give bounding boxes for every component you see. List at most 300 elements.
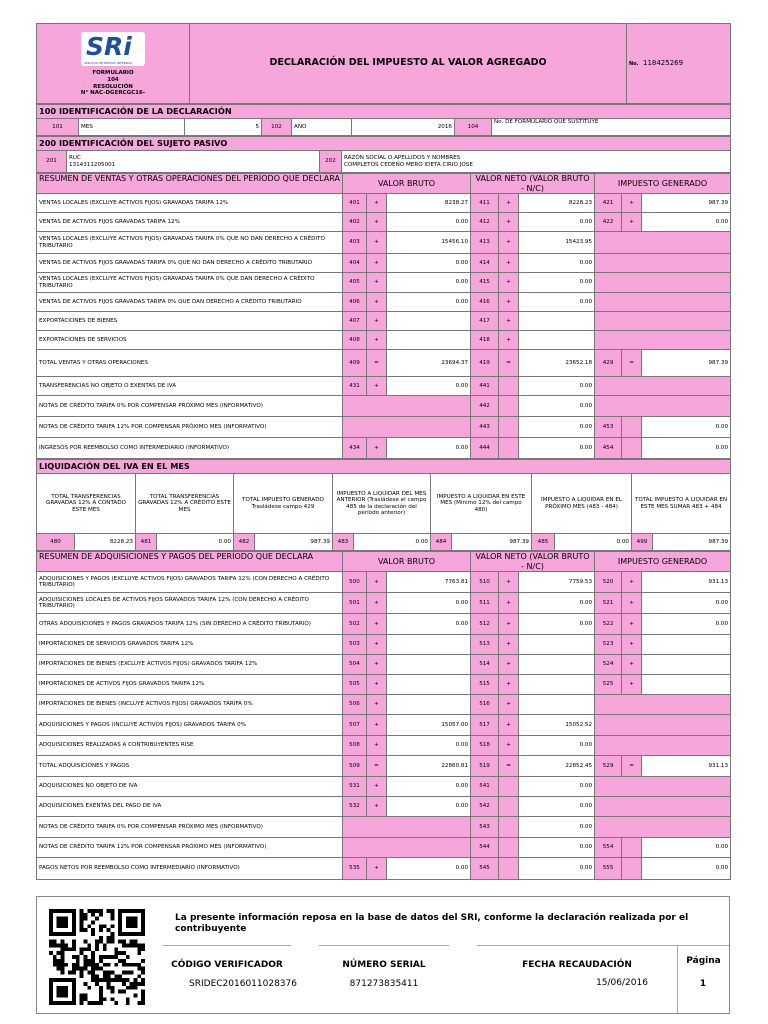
field-value: 0.00: [519, 817, 595, 838]
field-sign: [499, 396, 519, 417]
liq-header-480: TOTAL TRANSFERENCIAS GRAVADAS 12% A CONTADO ESTE MES: [37, 474, 136, 534]
field-code: 507: [343, 715, 367, 736]
field-value: 0.00: [387, 254, 471, 273]
field-sign: [622, 858, 642, 880]
empty-cell: [595, 293, 731, 312]
field-sign: +: [499, 331, 519, 350]
field-value: 8238.27: [387, 194, 471, 213]
table-row: [37, 777, 731, 797]
table-row: [37, 675, 731, 695]
row-label: ADQUISICIONES REALIZADAS A CONTRIBUYENTES RISE: [37, 736, 343, 756]
row-label: VENTAS LOCALES (EXCLUYE ACTIVOS FIJOS) GRAVADAS TARIFA 0% QUE NO DAN DERECHO A CRÉDITO TRIBUTARIO: [37, 232, 343, 254]
table-row: [37, 838, 731, 858]
field-code: 544: [471, 838, 499, 858]
field-value: [642, 675, 731, 695]
field-value: 931.13: [642, 756, 731, 777]
field-code: 510: [471, 572, 499, 593]
field-sign: +: [367, 331, 387, 350]
field-value: [519, 655, 595, 675]
field-code: 415: [471, 273, 499, 293]
ruc-value: 1314311205001: [69, 161, 116, 168]
code-104: 104: [455, 119, 492, 136]
field-value: 0.00: [519, 273, 595, 293]
field-sign: [499, 838, 519, 858]
field-value: 0.00: [519, 377, 595, 396]
field-value: 0.00: [519, 736, 595, 756]
row-label: IMPORTACIONES DE SERVICIOS GRAVADOS TARIFA 12%: [37, 635, 343, 655]
field-code: 525: [595, 675, 622, 695]
empty-cell: [343, 396, 471, 417]
field-code: 501: [343, 593, 367, 614]
row-label: EXPORTACIONES DE SERVICIOS: [37, 331, 343, 350]
liq-value: 987.39: [255, 534, 333, 551]
field-sign: [499, 777, 519, 797]
field-sign: +: [499, 312, 519, 331]
field-sign: +: [499, 254, 519, 273]
table-row: [37, 232, 731, 254]
field-value: 22860.81: [387, 756, 471, 777]
row-label: ADQUISICIONES Y PAGOS (EXCLUYE ACTIVOS FIJOS) GRAVADOS TARIFA 12% (CON DERECHO A CRÉDITO TRIBUTARIO): [37, 572, 343, 593]
row-label: NOTAS DE CRÉDITO TARIFA 0% POR COMPENSAR PRÓXIMO MES (INFORMATIVO): [37, 396, 343, 417]
field-code: 442: [471, 396, 499, 417]
field-sign: =: [367, 350, 387, 377]
field-value: [387, 695, 471, 715]
field-sign: +: [367, 377, 387, 396]
field-code: 405: [343, 273, 367, 293]
row-label: ADQUISICIONES EXENTAS DEL PAGO DE IVA: [37, 797, 343, 817]
liquidation-table: [36, 459, 731, 551]
header-codigo: CÓDIGO VERIFICADOR: [163, 945, 291, 983]
field-value: 0.00: [387, 293, 471, 312]
empty-cell: [595, 396, 731, 417]
header-fecha: FECHA RECAUDACIÓN: [477, 945, 677, 983]
field-code: 513: [471, 635, 499, 655]
liq-value: 0.00: [555, 534, 632, 551]
field-value: 987.39: [642, 194, 731, 213]
field-value: 23694.37: [387, 350, 471, 377]
field-sign: +: [367, 797, 387, 817]
field-sign: [499, 817, 519, 838]
field-value: [387, 312, 471, 331]
field-value: 0.00: [642, 858, 731, 880]
logo-cell: [37, 24, 190, 104]
field-code: 524: [595, 655, 622, 675]
field-code: 443: [471, 417, 499, 438]
liq-header-499: TOTAL IMPUESTO A LIQUIDAR EN ESTE MES SUMAR 483 + 484: [632, 474, 731, 534]
row-label: ADQUISICIONES LOCALES DE ACTIVOS FIJOS GRAVADOS TARIFA 12% (CON DERECHO A CRÉDITO TRIBUTARIO): [37, 593, 343, 614]
field-sign: +: [367, 695, 387, 715]
purchases-header-neto: VALOR NETO (VALOR BRUTO - N/C): [471, 552, 595, 572]
field-sign: +: [367, 213, 387, 232]
field-sign: +: [622, 572, 642, 593]
row-label: INGRESOS POR REEMBOLSO COMO INTERMEDIARIO (INFORMATIVO): [37, 438, 343, 459]
liq-value: 8228.23: [75, 534, 136, 551]
empty-cell: [343, 838, 471, 858]
table-row: [37, 858, 731, 880]
field-value: 15057.00: [387, 715, 471, 736]
row-label: IMPORTACIONES DE ACTIVOS FIJOS GRAVADOS TARIFA 12%: [37, 675, 343, 695]
table-row: [37, 396, 731, 417]
field-sign: =: [622, 350, 642, 377]
field-code: 429: [595, 350, 622, 377]
field-code: 518: [471, 736, 499, 756]
section-200-title: 200 IDENTIFICACIÓN DEL SUJETO PASIVO: [37, 137, 731, 151]
field-value: 0.00: [387, 797, 471, 817]
field-sign: +: [367, 715, 387, 736]
field-code: 521: [595, 593, 622, 614]
field-code: 408: [343, 331, 367, 350]
field-sign: +: [367, 572, 387, 593]
field-sign: =: [622, 756, 642, 777]
row-label: NOTAS DE CRÉDITO TARIFA 0% POR COMPENSAR PRÓXIMO MES (INFORMATIVO): [37, 817, 343, 838]
field-sign: [499, 417, 519, 438]
form-header: [36, 23, 731, 104]
field-sign: +: [622, 655, 642, 675]
field-sign: =: [499, 350, 519, 377]
field-value: 0.00: [387, 213, 471, 232]
purchases-header-impuesto: IMPUESTO GENERADO: [595, 552, 731, 572]
field-value: 0.00: [387, 777, 471, 797]
section-100-title: 100 IDENTIFICACIÓN DE LA DECLARACIÓN: [37, 105, 731, 119]
purchases-title: RESUMEN DE ADQUISICIONES Y PAGOS DEL PERÍODO QUE DECLARA: [37, 552, 343, 572]
header-pagina: Página: [677, 945, 729, 1013]
field-sign: [499, 797, 519, 817]
field-sign: [499, 377, 519, 396]
row-label: VENTAS LOCALES (EXCLUYE ACTIVOS FIJOS) GRAVADAS TARIFA 0% QUE DAN DERECHO A CRÉDITO TRIBUTARIO: [37, 273, 343, 293]
field-sign: +: [622, 194, 642, 213]
field-value: 0.00: [387, 614, 471, 635]
field-value: 987.39: [642, 350, 731, 377]
empty-cell: [595, 736, 731, 756]
table-row: [37, 350, 731, 377]
sales-header-bruto: VALOR BRUTO: [343, 174, 471, 194]
field-code: 508: [343, 736, 367, 756]
purchases-table: [36, 551, 731, 880]
sales-header-neto: VALOR NETO (VALOR BRUTO - N/C): [471, 174, 595, 194]
liq-header-483: IMPUESTO A LIQUIDAR DEL MES ANTERIOR (Trasládese el campo 485 de la declaración del período anterior): [333, 474, 431, 534]
header-serial: NÚMERO SERIAL: [319, 945, 449, 983]
table-row: [37, 655, 731, 675]
liq-header-482: TOTAL IMPUESTO GENERADO Trasládese campo 429: [234, 474, 333, 534]
empty-cell: [595, 777, 731, 797]
field-sign: +: [499, 293, 519, 312]
code-202: 202: [320, 151, 342, 173]
serial-value: 871273835411: [349, 979, 419, 989]
field-code: 413: [471, 232, 499, 254]
field-value: 0.00: [519, 213, 595, 232]
field-code: 417: [471, 312, 499, 331]
form-number-label: FORMULARIO: [92, 70, 134, 77]
declaration-number: No. 118425269: [627, 24, 731, 104]
field-code: 444: [471, 438, 499, 459]
empty-cell: [595, 797, 731, 817]
empty-cell: [595, 232, 731, 254]
field-sign: +: [367, 635, 387, 655]
row-label: VENTAS DE ACTIVOS FIJOS GRAVADAS TARIFA 0% QUE DAN DERECHO A CRÉDITO TRIBUTARIO: [37, 293, 343, 312]
field-sign: +: [367, 593, 387, 614]
field-sign: +: [367, 293, 387, 312]
liq-code: 499: [632, 534, 653, 551]
row-label: TOTAL ADQUISICIONES Y PAGOS: [37, 756, 343, 777]
field-sign: +: [499, 715, 519, 736]
field-code: 512: [471, 614, 499, 635]
field-code: 411: [471, 194, 499, 213]
liq-code: 483: [333, 534, 354, 551]
field-code: 401: [343, 194, 367, 213]
field-code: 407: [343, 312, 367, 331]
table-row: [37, 593, 731, 614]
field-value: [519, 695, 595, 715]
field-value: [387, 635, 471, 655]
field-value: 0.00: [519, 417, 595, 438]
year-label: AÑO: [292, 119, 352, 136]
field-code: 523: [595, 635, 622, 655]
row-label: IMPORTACIONES DE BIENES (EXCLUYE ACTIVOS FIJOS) GRAVADOS TARIFA 12%: [37, 655, 343, 675]
liq-value: 987.39: [653, 534, 731, 551]
field-value: 0.00: [519, 593, 595, 614]
table-row: [37, 635, 731, 655]
field-code: 422: [595, 213, 622, 232]
section-100: [36, 104, 731, 136]
field-sign: +: [499, 655, 519, 675]
fecha-value: 15/06/2016: [596, 978, 648, 989]
substitute-form-label: No. DE FORMULARIO QUE SUSTITUYE: [492, 119, 731, 136]
field-value: 15052.52: [519, 715, 595, 736]
field-sign: +: [367, 232, 387, 254]
field-sign: +: [622, 213, 642, 232]
field-value: [387, 331, 471, 350]
table-row: [37, 331, 731, 350]
field-value: 0.00: [519, 438, 595, 459]
field-value: 23652.18: [519, 350, 595, 377]
field-sign: =: [367, 756, 387, 777]
field-value: 0.00: [642, 614, 731, 635]
field-code: 441: [471, 377, 499, 396]
field-code: 543: [471, 817, 499, 838]
form-number: 104: [107, 76, 119, 83]
field-sign: +: [367, 858, 387, 880]
field-value: 0.00: [519, 293, 595, 312]
field-value: 0.00: [519, 797, 595, 817]
field-value: 0.00: [387, 377, 471, 396]
field-value: [387, 675, 471, 695]
field-code: 409: [343, 350, 367, 377]
field-code: 514: [471, 655, 499, 675]
field-value: 0.00: [642, 213, 731, 232]
table-row: [37, 756, 731, 777]
ruc-cell: RUC 1314311205001: [67, 151, 320, 173]
field-sign: +: [367, 194, 387, 213]
field-code: 419: [471, 350, 499, 377]
field-sign: [622, 438, 642, 459]
field-value: 8228.23: [519, 194, 595, 213]
table-row: [37, 715, 731, 736]
field-code: 517: [471, 715, 499, 736]
field-code: 414: [471, 254, 499, 273]
field-code: 431: [343, 377, 367, 396]
field-sign: +: [499, 695, 519, 715]
field-value: 0.00: [387, 593, 471, 614]
table-row: [37, 572, 731, 593]
purchases-header-bruto: VALOR BRUTO: [343, 552, 471, 572]
field-value: [519, 331, 595, 350]
field-code: 502: [343, 614, 367, 635]
field-sign: +: [367, 736, 387, 756]
code-201: 201: [37, 151, 67, 173]
field-code: 421: [595, 194, 622, 213]
field-code: 509: [343, 756, 367, 777]
field-sign: [499, 438, 519, 459]
field-code: 532: [343, 797, 367, 817]
row-label: TRANSFERENCIAS NO OBJETO O EXENTAS DE IVA: [37, 377, 343, 396]
table-row: [37, 438, 731, 459]
field-value: 0.00: [519, 614, 595, 635]
field-code: 554: [595, 838, 622, 858]
field-value: 0.00: [387, 736, 471, 756]
field-sign: +: [499, 232, 519, 254]
liq-code: 480: [37, 534, 75, 551]
field-code: 545: [471, 858, 499, 880]
field-code: 412: [471, 213, 499, 232]
field-value: 7763.81: [387, 572, 471, 593]
field-value: 0.00: [642, 593, 731, 614]
row-label: ADQUISICIONES Y PAGOS (INCLUYE ACTIVOS FIJOS) GRAVADOS TARIFA 0%: [37, 715, 343, 736]
field-value: [519, 635, 595, 655]
field-value: 0.00: [387, 273, 471, 293]
row-label: VENTAS DE ACTIVOS FIJOS GRAVADAS TARIFA 12%: [37, 213, 343, 232]
liq-header-484: IMPUESTO A LIQUIDAR EN ESTE MES (Mínimo 12% del campo 480): [431, 474, 532, 534]
row-label: VENTAS LOCALES (EXCLUYE ACTIVOS FIJOS) GRAVADAS TARIFA 12%: [37, 194, 343, 213]
row-label: TOTAL VENTAS Y OTRAS OPERACIONES: [37, 350, 343, 377]
liq-header-481: TOTAL TRANSFERENCIAS GRAVADAS 12% A CRÉDITO ESTE MES: [136, 474, 234, 534]
field-value: 15456.10: [387, 232, 471, 254]
empty-cell: [595, 817, 731, 838]
razon-social-cell: RAZÓN SOCIAL O APELLIDOS Y NOMBRES COMPLETOS CEDEÑO MERO IDETA CIRIO JOSE: [342, 151, 731, 173]
field-sign: +: [499, 593, 519, 614]
empty-cell: [595, 331, 731, 350]
table-row: [37, 377, 731, 396]
field-sign: +: [367, 675, 387, 695]
empty-cell: [595, 715, 731, 736]
field-code: 403: [343, 232, 367, 254]
section-200: [36, 136, 731, 173]
table-row: [37, 312, 731, 331]
field-value: 15423.95: [519, 232, 595, 254]
year-value: 2016: [352, 119, 455, 136]
sri-logo: SRi SERVICIO DE RENTAS INTERNAS: [81, 32, 145, 66]
field-sign: +: [499, 273, 519, 293]
row-label: IMPORTACIONES DE BIENES (INCLUYE ACTIVOS FIJOS) GRAVADOS TARIFA 0%: [37, 695, 343, 715]
empty-cell: [595, 254, 731, 273]
sales-header-impuesto: IMPUESTO GENERADO: [595, 174, 731, 194]
field-sign: [622, 417, 642, 438]
field-sign: +: [367, 655, 387, 675]
field-sign: +: [367, 777, 387, 797]
liq-value: 987.39: [452, 534, 532, 551]
empty-cell: [343, 817, 471, 838]
field-code: 541: [471, 777, 499, 797]
field-sign: +: [499, 736, 519, 756]
field-value: 931.13: [642, 572, 731, 593]
table-row: [37, 695, 731, 715]
field-code: 454: [595, 438, 622, 459]
field-code: 504: [343, 655, 367, 675]
table-row: [37, 213, 731, 232]
field-code: 418: [471, 331, 499, 350]
empty-cell: [595, 377, 731, 396]
liq-header-485: IMPUESTO A LIQUIDAR EN EL PRÓXIMO MES (483 - 484): [532, 474, 632, 534]
code-101: 101: [37, 119, 79, 136]
field-code: 555: [595, 858, 622, 880]
field-sign: +: [622, 593, 642, 614]
liq-code: 485: [532, 534, 555, 551]
field-sign: +: [367, 312, 387, 331]
field-sign: [499, 858, 519, 880]
field-value: 22852.45: [519, 756, 595, 777]
table-row: [37, 194, 731, 213]
field-code: 500: [343, 572, 367, 593]
field-value: [387, 655, 471, 675]
liq-code: 481: [136, 534, 157, 551]
liq-code: 482: [234, 534, 255, 551]
table-row: [37, 293, 731, 312]
field-sign: +: [499, 572, 519, 593]
field-sign: +: [367, 614, 387, 635]
field-value: 0.00: [519, 777, 595, 797]
month-label: MES: [79, 119, 185, 136]
field-code: 416: [471, 293, 499, 312]
row-label: VENTAS DE ACTIVOS FIJOS GRAVADAS TARIFA 0% QUE NO DAN DERECHO A CRÉDITO TRIBUTARIO: [37, 254, 343, 273]
field-code: 522: [595, 614, 622, 635]
tax-form: [36, 23, 730, 880]
field-code: 529: [595, 756, 622, 777]
field-value: 0.00: [519, 254, 595, 273]
liq-value: 0.00: [354, 534, 431, 551]
field-sign: +: [499, 194, 519, 213]
field-code: 434: [343, 438, 367, 459]
field-code: 535: [343, 858, 367, 880]
liquidation-title: LIQUIDACIÓN DEL IVA EN EL MES: [37, 460, 731, 474]
form-title: DECLARACIÓN DEL IMPUESTO AL VALOR AGREGADO: [190, 24, 627, 104]
field-sign: +: [367, 273, 387, 293]
field-value: 0.00: [642, 838, 731, 858]
field-value: 0.00: [387, 858, 471, 880]
field-code: 402: [343, 213, 367, 232]
table-row: [37, 736, 731, 756]
field-value: [519, 675, 595, 695]
table-row: [37, 797, 731, 817]
field-code: 506: [343, 695, 367, 715]
razon-social-value: COMPLETOS CEDEÑO MERO IDETA CIRIO JOSE: [344, 161, 473, 168]
row-label: NOTAS DE CRÉDITO TARIFA 12% POR COMPENSAR PRÓXIMO MES (INFORMATIVO): [37, 838, 343, 858]
field-sign: +: [367, 438, 387, 459]
field-code: 406: [343, 293, 367, 312]
field-value: 0.00: [642, 417, 731, 438]
liq-value: 0.00: [157, 534, 234, 551]
field-code: 404: [343, 254, 367, 273]
field-code: 453: [595, 417, 622, 438]
field-value: 0.00: [519, 858, 595, 880]
empty-cell: [343, 417, 471, 438]
field-sign: [622, 838, 642, 858]
field-value: [642, 655, 731, 675]
table-row: [37, 417, 731, 438]
field-code: 520: [595, 572, 622, 593]
field-code: 516: [471, 695, 499, 715]
sales-title: RESUMEN DE VENTAS Y OTRAS OPERACIONES DEL PERÍODO QUE DECLARA: [37, 174, 343, 194]
field-code: 515: [471, 675, 499, 695]
field-value: [519, 312, 595, 331]
